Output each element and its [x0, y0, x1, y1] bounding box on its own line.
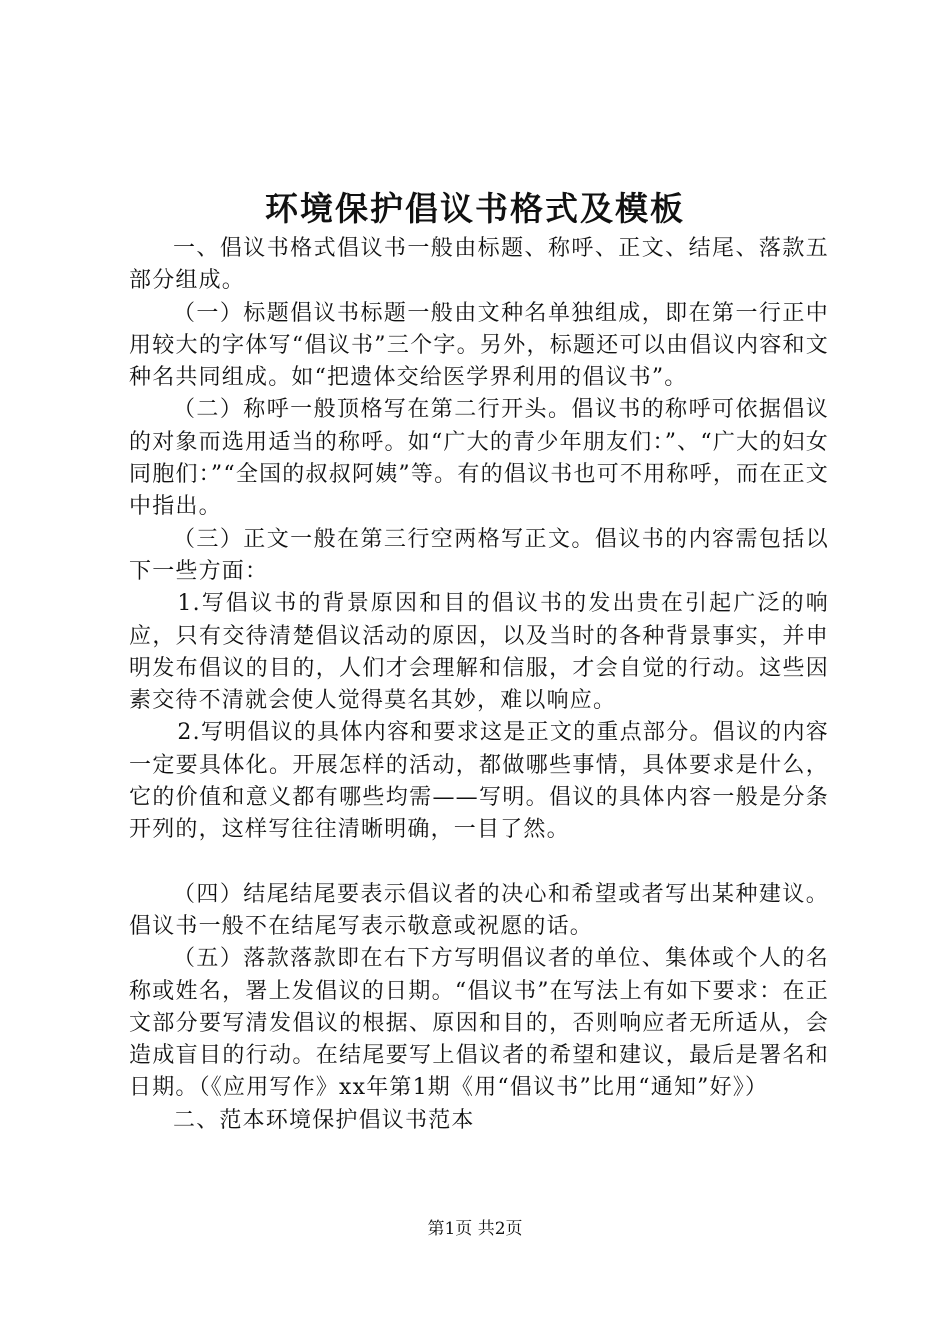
document-body [129, 233, 829, 1137]
page-number-footer: 第1页 共2页 [427, 1219, 523, 1239]
paragraph-format-overview: 一、倡议书格式倡议书一般由标题、称呼、正文、结尾、落款五部分组成。 [129, 236, 829, 294]
paragraph-item-2: 2.写明倡议的具体内容和要求这是正文的重点部分。倡议的内容一定要具体化。开展怎样的活动，都做哪些事情，具体要求是什么，它的价值和意义都有哪些均需——写明。倡议的具体内容一般是分条开列的，这样写往往清晰明确，一目了然。 [129, 720, 829, 843]
paragraph-template-heading: 二、范本环境保护倡议书范本 [173, 1107, 475, 1133]
document-title: 环境保护倡议书格式及模板 [265, 189, 685, 228]
paragraph-signature-section: （五）落款落款即在右下方写明倡议者的单位、集体或个人的名称或姓名，署上发倡议的日期。“倡议书”在写法上有如下要求：在正文部分要写清发倡议的根据、原因和目的，否则响应者无所适从，会造成盲目的行动。在结尾要写上倡议者的希望和建议，最后是署名和日期。（《应用写作》xx年第1期《用“倡议书”比用“通知”好》） [129, 946, 829, 1101]
paragraph-salutation-section: （二）称呼一般顶格写在第二行开头。倡议书的称呼可依据倡议的对象而选用适当的称呼。如“广大的青少年朋友们：”、“广大的妇女同胞们：”“全国的叔叔阿姨”等。有的倡议书也可不用称呼，而在正文中指出。 [129, 397, 829, 520]
paragraph-body-section: （三）正文一般在第三行空两格写正文。倡议书的内容需包括以下一些方面： [129, 526, 829, 584]
paragraph-title-section: （一）标题倡议书标题一般由文种名单独组成，即在第一行正中用较大的字体写“倡议书”三个字。另外，标题还可以由倡议内容和文种名共同组成。如“把遗体交给医学界利用的倡议书”。 [129, 300, 829, 391]
paragraph-item-1: 1.写倡议书的背景原因和目的倡议书的发出贵在引起广泛的响应，只有交待清楚倡议活动的原因，以及当时的各种背景事实，并申明发布倡议的目的，人们才会理解和信服，才会自觉的行动。这些因素交待不清就会使人觉得莫名其妙，难以响应。 [129, 591, 829, 714]
paragraph-closing-section: （四）结尾结尾要表示倡议者的决心和希望或者写出某种建议。倡议书一般不在结尾写表示敬意或祝愿的话。 [129, 881, 829, 939]
